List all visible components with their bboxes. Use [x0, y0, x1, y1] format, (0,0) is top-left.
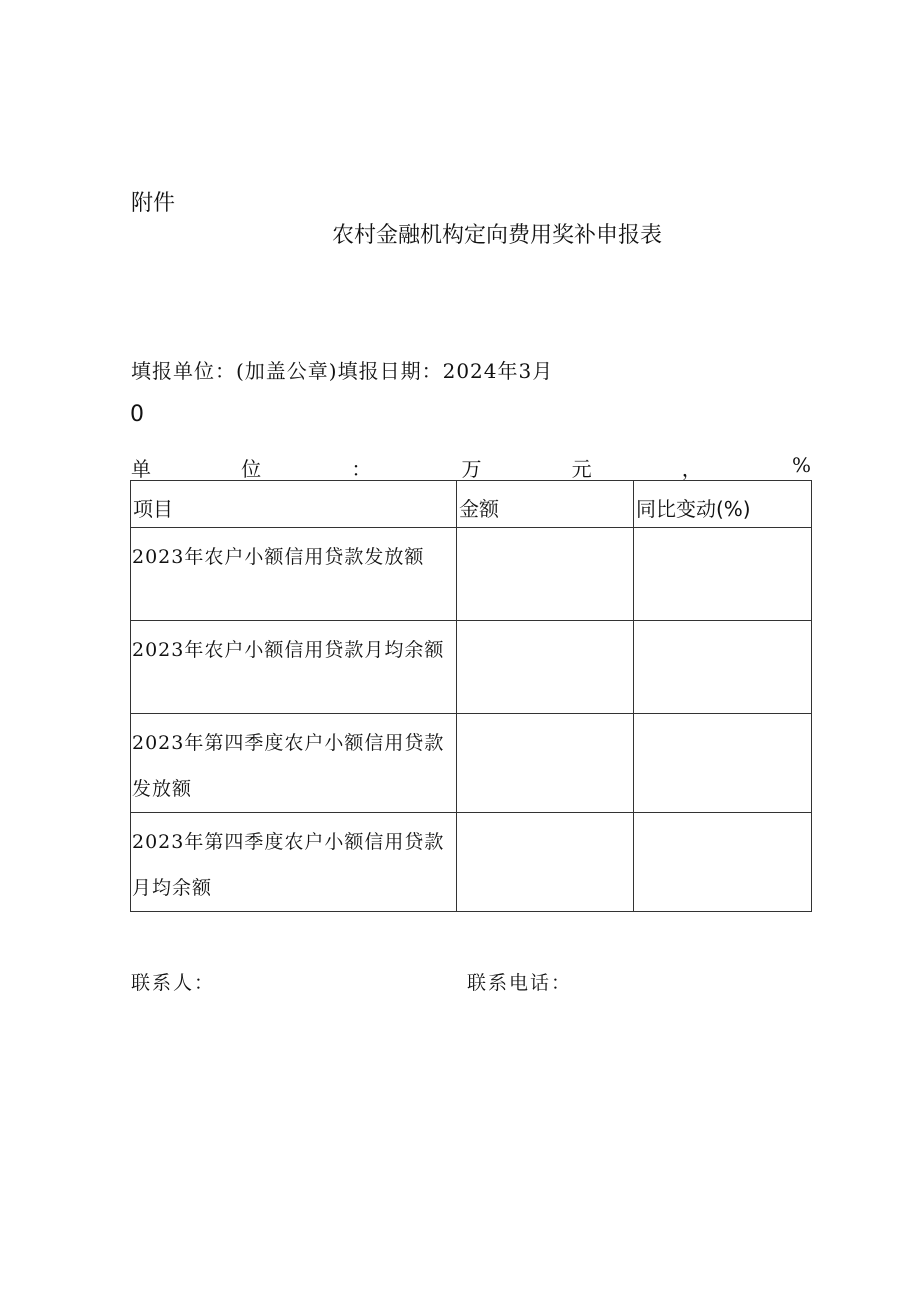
- header-item: 项目: [131, 481, 457, 528]
- table-row: [131, 714, 812, 813]
- fill-info-continuation: 0: [130, 402, 144, 427]
- unit-char: %: [791, 453, 811, 477]
- header-yoy: 同比变动(%): [634, 481, 812, 528]
- amount-cell[interactable]: [457, 621, 634, 714]
- table-row: [131, 528, 812, 621]
- contact-label: 联系人：: [131, 972, 216, 994]
- unit-char: ，: [681, 457, 702, 481]
- yoy-cell[interactable]: [634, 813, 812, 912]
- amount-cell[interactable]: [457, 714, 634, 813]
- table-header-row: [131, 481, 812, 528]
- yoy-cell[interactable]: [634, 621, 812, 714]
- phone-label: 联系电话：: [467, 972, 573, 994]
- table-row: [131, 621, 812, 714]
- header-amount: 金额: [457, 481, 634, 528]
- amount-cell[interactable]: [457, 528, 634, 621]
- unit-char: 万: [461, 457, 482, 481]
- yoy-cell[interactable]: [634, 528, 812, 621]
- amount-cell[interactable]: [457, 813, 634, 912]
- item-text: 2023年第四季度农户小额信用贷款月均余额: [132, 831, 445, 899]
- item-cell: [131, 813, 457, 912]
- report-table: [130, 480, 812, 912]
- item-cell: [131, 621, 457, 714]
- attachment-label: 附件: [131, 191, 176, 216]
- item-cell: [131, 714, 457, 813]
- unit-char: 元: [571, 457, 592, 481]
- fill-info-line: 填报单位：(加盖公章)填报日期：2024年3月: [131, 359, 554, 383]
- item-cell: [131, 528, 457, 621]
- item-text: 2023年农户小额信用贷款月均余额: [132, 639, 445, 661]
- unit-char: 位: [241, 457, 262, 481]
- yoy-cell[interactable]: [634, 714, 812, 813]
- item-text: 2023年农户小额信用贷款发放额: [132, 546, 425, 568]
- form-title: 农村金融机构定向费用奖补申报表: [331, 223, 662, 248]
- item-text: 2023年第四季度农户小额信用贷款发放额: [132, 732, 445, 800]
- unit-char: 单: [131, 457, 151, 481]
- table-row: [131, 813, 812, 912]
- unit-char: ：: [351, 457, 372, 481]
- unit-line: [131, 453, 811, 482]
